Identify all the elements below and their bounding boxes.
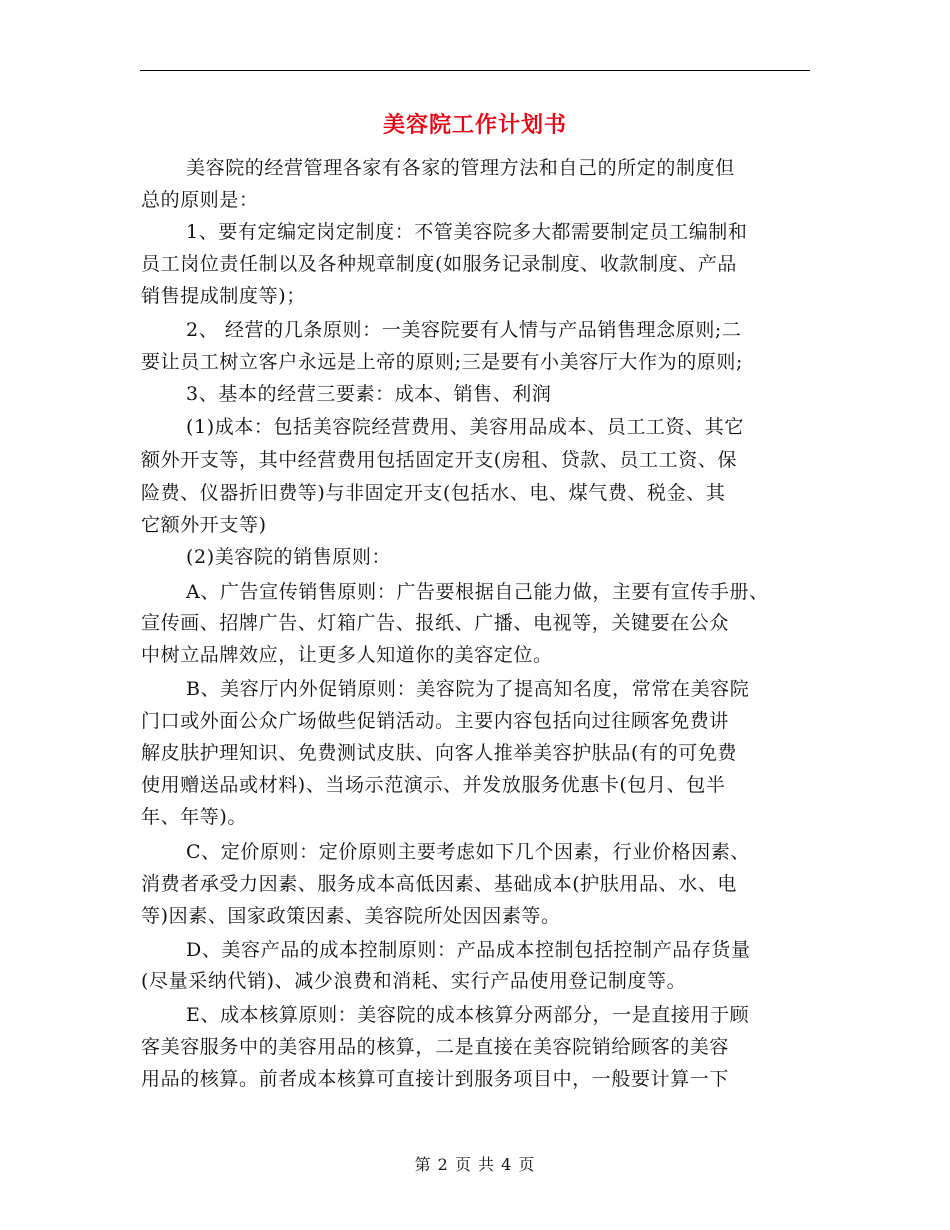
header-rule [140, 70, 810, 71]
body-line: 1、要有定编定岗定制度：不管美容院多大都需要制定员工编制和 [186, 221, 748, 243]
body-line: B、美容厅内外促销原则：美容院为了提高知名度，常常在美容院 [186, 678, 750, 700]
body-line: 用品的核算。前者成本核算可直接计到服务项目中，一般要计算一下 [141, 1068, 730, 1090]
body-line: 年、年等)。 [141, 806, 248, 828]
body-line: 门口或外面公众广场做些促销活动。主要内容包括向过往顾客免费讲 [141, 710, 730, 732]
body-line: 它额外开支等) [141, 514, 267, 536]
body-line: (尽量采纳代销)、减少浪费和消耗、实行产品使用登记制度等。 [141, 970, 687, 992]
body-line: C、定价原则：定价原则主要考虑如下几个因素，行业价格因素、 [186, 841, 750, 863]
body-line: 额外开支等，其中经营费用包括固定开支(房租、贷款、员工工资、保 [141, 449, 738, 471]
body-line: 总的原则是： [141, 189, 259, 211]
body-line: 消费者承受力因素、服务成本高低因素、基础成本(护肤用品、水、电 [141, 873, 738, 895]
body-line: 险费、仪器折旧费等)与非固定开支(包括水、电、煤气费、税金、其 [141, 482, 726, 504]
page-number: 第 2 页 共 4 页 [414, 1155, 536, 1174]
body-line: 等)因素、国家政策因素、美容院所处因因素等。 [141, 905, 561, 927]
body-line: D、美容产品的成本控制原则：产品成本控制包括控制产品存货量 [186, 939, 751, 961]
body-line: 2、 经营的几条原则：一美容院要有人情与产品销售理念原则;二 [186, 319, 742, 341]
body-line: 解皮肤护理知识、免费测试皮肤、向客人推举美容护肤品(有的可免费 [141, 742, 738, 764]
body-line: E、成本核算原则：美容院的成本核算分两部分，一是直接用于顾 [186, 1004, 750, 1026]
body-line: 客美容服务中的美容用品的核算，二是直接在美容院销给顾客的美容 [141, 1036, 730, 1058]
body-line: 要让员工树立客户永远是上帝的原则;三是要有小美容厅大作为的原则; [141, 351, 744, 373]
body-line: (1)成本：包括美容院经营费用、美容用品成本、员工工资、其它 [186, 416, 744, 438]
body-line: 宣传画、招牌广告、灯箱广告、报纸、广播、电视等，关键要在公众 [141, 612, 730, 634]
body-line: 销售提成制度等)； [141, 285, 306, 307]
body-line: A、广告宣传销售原则：广告要根据自己能力做，主要有宣传手册、 [186, 581, 769, 603]
body-line: 员工岗位责任制以及各种规章制度(如服务记录制度、收款制度、产品 [141, 253, 738, 275]
body-line: 使用赠送品或材料)、当场示范演示、并发放服务优惠卡(包月、包半 [141, 774, 726, 796]
body-line: 美容院的经营管理各家有各家的管理方法和自己的所定的制度但 [186, 157, 735, 179]
body-line: (2)美容院的销售原则： [186, 546, 392, 568]
body-line: 中树立品牌效应，让更多人知道你的美容定位。 [141, 644, 553, 666]
body-line: 3、基本的经营三要素：成本、销售、利润 [186, 383, 552, 405]
document-title: 美容院工作计划书 [382, 112, 567, 138]
